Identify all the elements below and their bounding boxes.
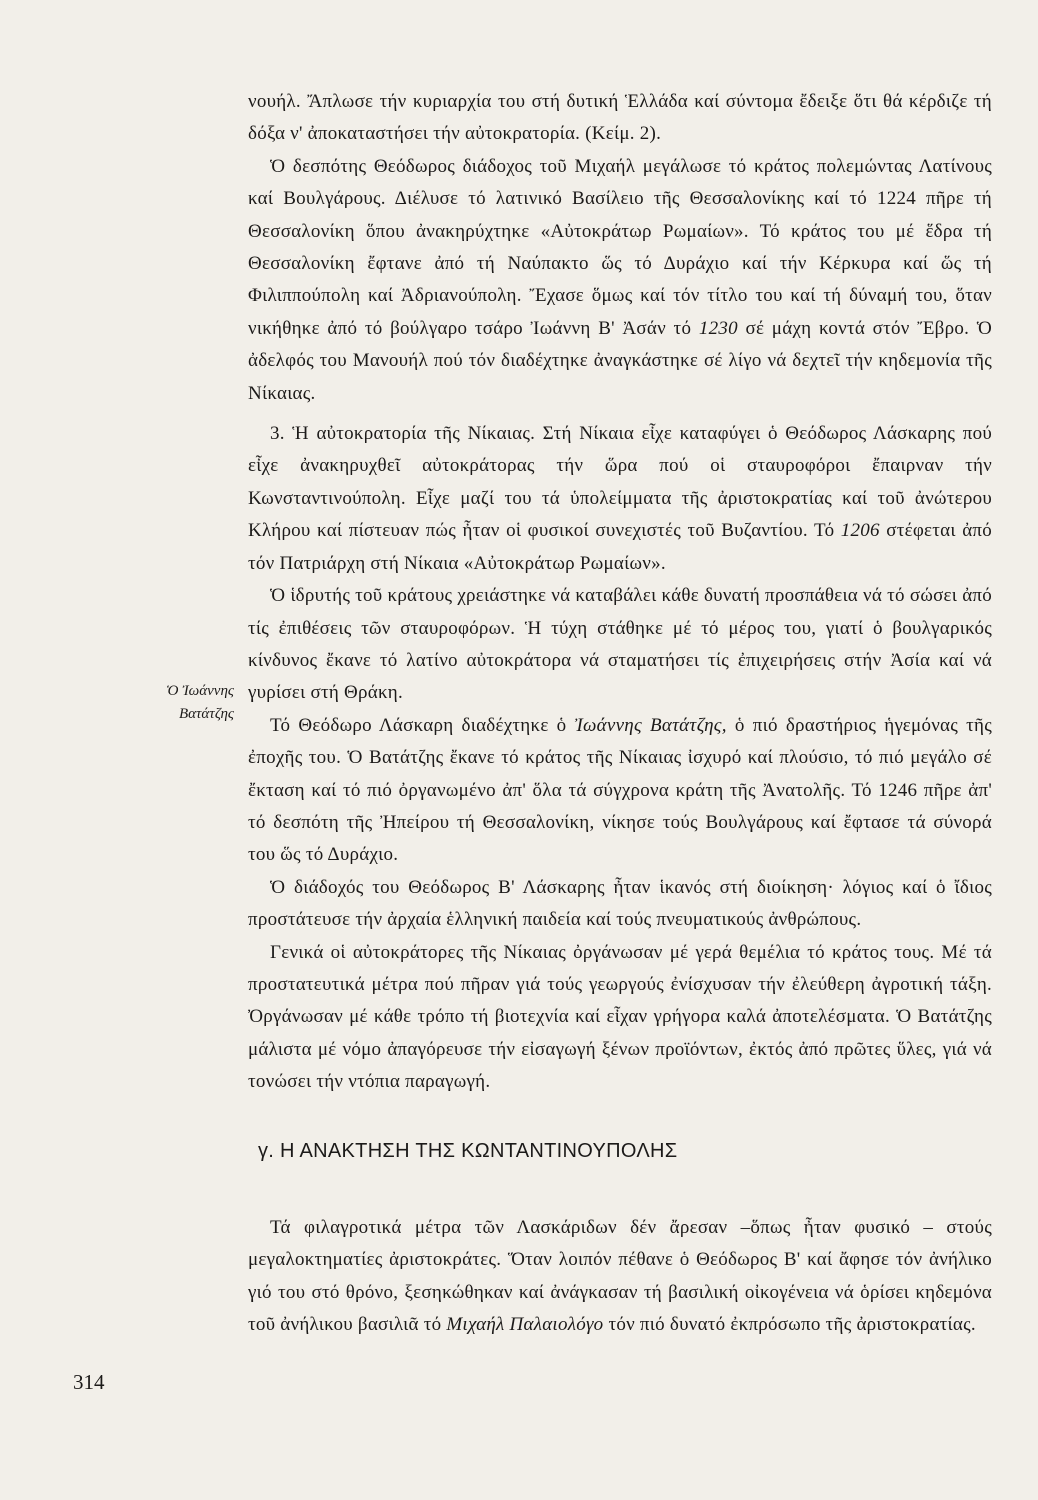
- text-run: 3. Ἡ αὐτοκρατορία τῆς Νίκαιας. Στή Νίκαια εἶχε καταφύγει ὁ Θεόδωρος Λάσκαρης πού εἶχε ἀνακηρυχθεῖ αὐτοκράτορας τήν ὥρα πού οἱ σταυροφόροι ἔπαιρναν τήν Κωνσταντινούπολη. Εἶχε μαζί του τά ὑπολείμματα τῆς ἀριστοκρατίας καί τοῦ ἀνώτερου Κλήρου καί πίστευαν πώς ἦταν οἱ φυσικοί συνεχιστές τοῦ Βυζαντίου. Τό: [248, 423, 992, 542]
- text-run: σέ μάχη κοντά στόν Ἔβρο. Ὁ ἀδελφός του Μανουήλ πού τόν διαδέχτηκε ἀναγκάστηκε σέ λίγο νά δεχτεῖ τήν κηδεμονία τῆς Νίκαιας.: [248, 317, 992, 404]
- page-number: 314: [73, 1370, 105, 1394]
- margin-note-line: Βατάτζης: [178, 706, 234, 722]
- paragraph-theodore-ii: [248, 872, 992, 937]
- paragraph-empire-of-nicaea: [248, 418, 992, 580]
- text-run: Τό Θεόδωρο Λάσκαρη διαδέχτηκε ὁ: [270, 714, 575, 736]
- paragraph-despot-theodore: [248, 151, 992, 410]
- margin-note: [118, 680, 234, 726]
- main-text-column: [248, 86, 992, 1099]
- margin-note-line: Ὁ Ἰωάννης: [166, 683, 234, 699]
- paragraph-founder: [248, 580, 992, 710]
- text-run: Ὁ δεσπότης Θεόδωρος διάδοχος τοῦ Μιχαήλ μεγάλωσε τό κράτος πολεμώντας Λατίνους καί Βουλγάρους. Διέλυσε τό λατινικό Βασίλειο τῆς Θεσσαλονίκης καί τό 1224 πῆρε τή Θεσσαλονίκη ὅπου ἀνακηρύχτηκε «Αὐτοκράτωρ Ρωμαίων». Τό κράτος του μέ ἕδρα τή Θεσσαλονίκη ἔφτανε ἀπό τή Ναύπακτο ὥς τό Δυράχιο καί τήν Κέρκυρα καί ὥς τή Φιλιππούπολη καί Ἀδριανούπολη. Ἔχασε ὅμως καί τόν τίτλο του καί τή δύναμή του, ὅταν νικήθηκε ἀπό τό βούλγαρο τσάρο Ἰωάννη Β' Ἀσάν τό: [248, 155, 992, 339]
- text-run: νουήλ. Ἄπλωσε τήν κυριαρχία του στή δυτική Ἑλλάδα καί σύντομα ἔδειξε ὅτι θά κέρδιζε τή δόξα ν' ἀποκαταστήσει τήν αὐτοκρατορία. (Κείμ. 2).: [248, 91, 992, 145]
- text-run: τόν πιό δυνατό ἐκπρόσωπο τῆς ἀριστοκρατίας.: [603, 1314, 976, 1336]
- bottom-text: [248, 1212, 992, 1342]
- text-run: στέφεται ἀπό τόν Πατριάρχη στή Νίκαια «Αὐτοκράτωρ Ρωμαίων».: [248, 520, 992, 574]
- section-heading: γ. Η ΑΝΑΚΤΗΣΗ ΤΗΣ ΚΩΝΤΑΝΤΙΝΟΥΠΟΛΗΣ: [258, 1140, 678, 1162]
- paragraph-general: [248, 937, 992, 1099]
- year-1230: 1230: [698, 317, 738, 339]
- text-run: ὁ πιό δραστήριος ἡγεμόνας τῆς ἐποχῆς του. Ὁ Βατάτζης ἔκανε τό κράτος τῆς Νίκαιας ἰσχυρό καί πλούσιο, τό πιό μεγάλο σέ ἔκταση καί τό πιό ὀργανωμένο ἀπ' ὅλα τά σύγχρονα κράτη τῆς Ἀνατολῆς. Τό 1246 πῆρε ἀπ' τό δεσπότη τῆς Ἠπείρου τή Θεσσαλονίκη, νίκησε τούς Βουλγάρους καί ἔφτασε τά σύνορά του ὥς τό Δυράχιο.: [248, 714, 992, 866]
- paragraph-continuation: [248, 86, 992, 151]
- paragraph-lascarids: [248, 1212, 992, 1342]
- year-1206: 1206: [840, 520, 880, 542]
- text-run: Γενικά οἱ αὐτοκράτορες τῆς Νίκαιας ὀργάνωσαν μέ γερά θεμέλια τό κράτος τους. Μέ τά προστατευτικά μέτρα πού πῆραν γιά τούς γεωργούς ἐνίσχυσαν τήν ἐλεύθερη ἀγροτική τάξη. Ὀργάνωσαν μέ κάθε τρόπο τή βιοτεχνία καί εἶχαν γρήγορα καλά ἀποτελέσματα. Ὁ Βατάτζης μάλιστα μέ νόμο ἀπαγόρευσε τήν εἰσαγωγή ξένων προϊόντων, ἐκτός ἀπό πρῶτες ὕλες, γιά νά τονώσει τήν ντόπια παραγωγή.: [248, 941, 992, 1093]
- name-michael-palaiologos: Μιχαήλ Παλαιολόγο: [446, 1314, 604, 1336]
- text-run: Τά φιλαγροτικά μέτρα τῶν Λασκάριδων δέν ἄρεσαν –ὅπως ἦταν φυσικό – στούς μεγαλοκτηματίες ἀριστοκράτες. Ὅταν λοιπόν πέθανε ὁ Θεόδωρος Β' καί ἄφησε τόν ἀνήλικο γιό του στό θρόνο, ξεσηκώθηκαν καί ἀνάγκασαν τή βασιλική οἰκογένεια νά ὁρίσει κηδεμόνα τοῦ ἀνήλικου βασιλιᾶ τό: [248, 1217, 992, 1336]
- text-run: Ὁ ἱδρυτής τοῦ κράτους χρειάστηκε νά καταβάλει κάθε δυνατή προσπάθεια νά τό σώσει ἀπό τίς ἐπιθέσεις τῶν σταυροφόρων. Ἡ τύχη στάθηκε μέ τό μέρος του, γιατί ὁ βουλγαρικός κίνδυνος ἔκανε τό λατίνο αὐτοκράτορα νά σταματήσει τίς ἐπιχειρήσεις στήν Ἀσία καί νά γυρίσει στή Θράκη.: [248, 585, 992, 704]
- name-ioannis-vatatzis: Ἰωάννης Βατάτζης,: [574, 714, 727, 736]
- paragraph-vatatzes: [248, 710, 992, 872]
- text-run: Ὁ διάδοχός του Θεόδωρος Β' Λάσκαρης ἦταν ἱκανός στή διοίκηση· λόγιος καί ὁ ἴδιος προστάτευσε τήν ἀρχαία ἑλληνική παιδεία καί τούς πνευματικούς ἀνθρώπους.: [248, 876, 992, 931]
